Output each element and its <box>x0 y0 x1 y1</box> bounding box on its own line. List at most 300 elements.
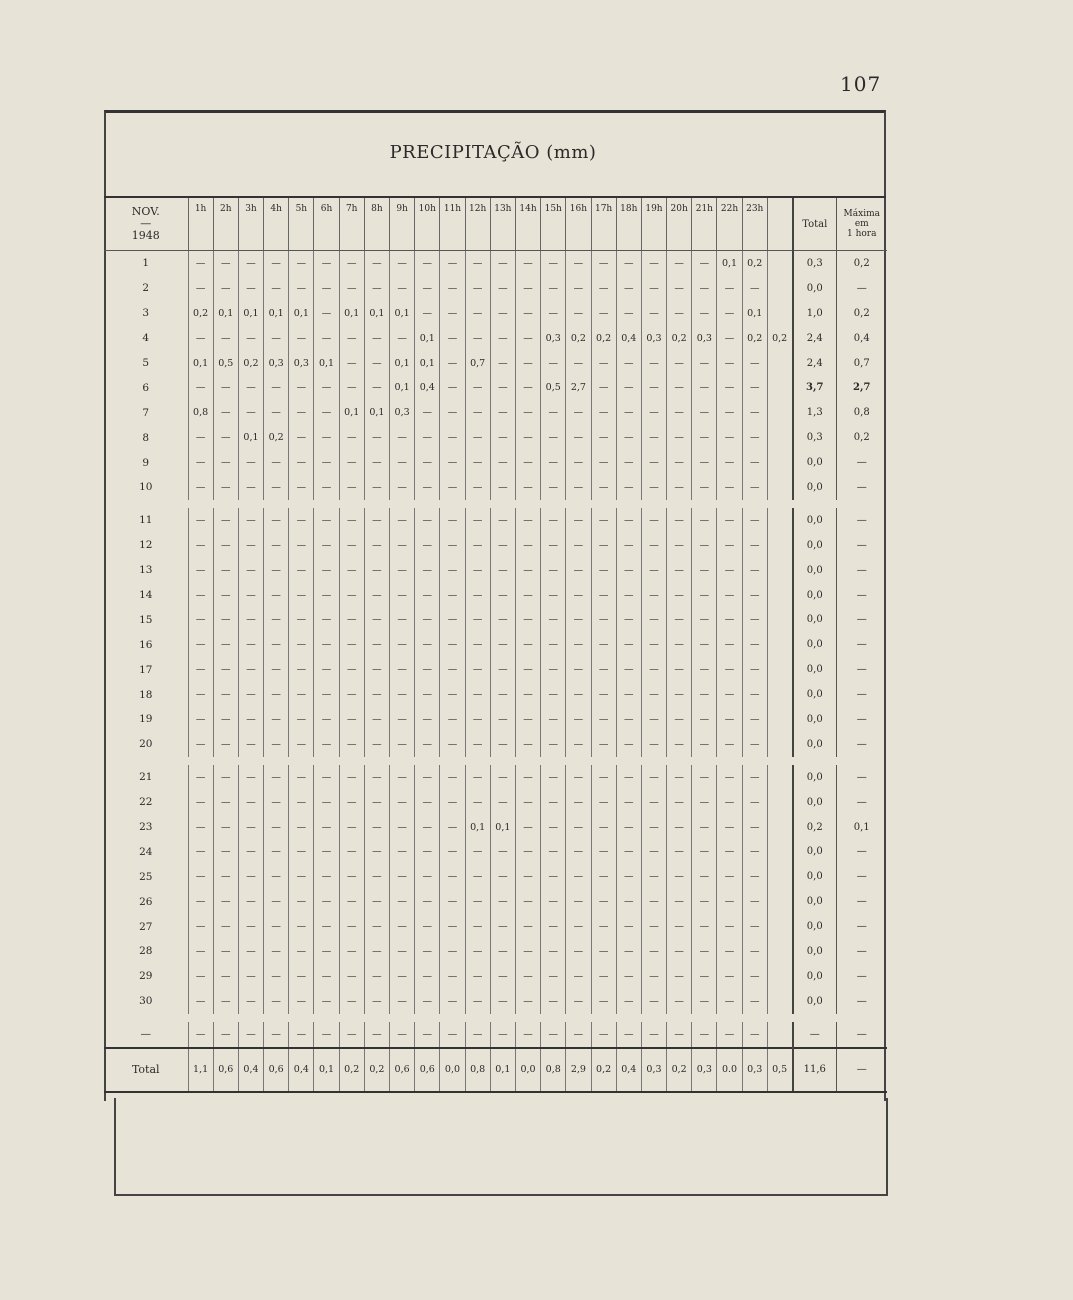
hour-value-cell: — <box>490 251 515 276</box>
hour-value-cell: 0,2 <box>742 251 767 276</box>
hour-value-cell: — <box>742 657 767 682</box>
hour-value-cell: — <box>465 707 490 732</box>
hour-value-cell: — <box>213 375 238 400</box>
hour-value-cell: — <box>364 276 389 301</box>
hour-total-cell: 0,0 <box>440 1048 465 1092</box>
hour-value-cell: — <box>188 583 213 608</box>
hour-value-cell: — <box>566 839 591 864</box>
hour-value-cell: — <box>390 914 415 939</box>
hour-value-cell: — <box>717 864 742 889</box>
hour-value-cell: — <box>591 558 616 583</box>
hour-value-cell: — <box>238 889 263 914</box>
hour-value-cell: — <box>390 964 415 989</box>
hour-value-cell: — <box>289 632 314 657</box>
hour-value-cell: — <box>742 707 767 732</box>
hour-value-cell: — <box>667 964 692 989</box>
hour-value-cell: — <box>188 607 213 632</box>
hour-value-cell: — <box>264 475 289 500</box>
hour-value-cell: — <box>541 682 566 707</box>
hour-value-cell <box>767 351 792 376</box>
hour-value-cell: — <box>390 682 415 707</box>
hour-value-cell: — <box>641 1022 666 1048</box>
hour-value-cell: — <box>667 707 692 732</box>
bottom-frame-box <box>114 1098 888 1196</box>
hour-value-cell: — <box>264 682 289 707</box>
hour-value-cell: — <box>566 607 591 632</box>
hour-value-cell: — <box>238 939 263 964</box>
hour-value-cell: — <box>692 989 717 1014</box>
hour-value-cell: — <box>415 425 440 450</box>
day-cell: — <box>140 1028 151 1041</box>
hour-value-cell: — <box>641 682 666 707</box>
hour-value-cell: — <box>515 815 540 840</box>
day-max-cell: — <box>837 475 887 500</box>
hour-value-cell: — <box>465 558 490 583</box>
hour-value-cell: — <box>742 450 767 475</box>
hour-value-cell: — <box>591 533 616 558</box>
hour-value-cell: — <box>390 839 415 864</box>
hour-value-cell: — <box>616 939 641 964</box>
hour-value-cell: 0,2 <box>238 351 263 376</box>
hour-value-cell: — <box>692 583 717 608</box>
hour-value-cell: — <box>667 583 692 608</box>
hour-value-cell: — <box>238 964 263 989</box>
hour-value-cell: — <box>490 533 515 558</box>
hour-value-cell <box>767 475 792 500</box>
hour-value-cell: 0,2 <box>188 301 213 326</box>
hour-value-cell: — <box>591 475 616 500</box>
day-total-cell: 0,0 <box>793 558 837 583</box>
hour-value-cell: — <box>213 400 238 425</box>
hour-value-cell: — <box>440 1022 465 1048</box>
hour-value-cell: — <box>566 939 591 964</box>
hour-value-cell: — <box>314 732 339 757</box>
hour-value-cell: — <box>667 558 692 583</box>
hour-value-cell: — <box>465 450 490 475</box>
hour-value-cell: — <box>667 839 692 864</box>
day-max-cell: — <box>837 732 887 757</box>
table-row <box>104 815 887 840</box>
hour-header: 13h <box>490 198 515 251</box>
hour-value-cell: — <box>289 939 314 964</box>
hour-value-cell: — <box>541 765 566 790</box>
hour-value-cell: — <box>616 889 641 914</box>
hour-value-cell: — <box>591 864 616 889</box>
hour-value-cell: — <box>213 839 238 864</box>
hour-total-cell: 0,3 <box>742 1048 767 1092</box>
hour-total-cell: 0,5 <box>767 1048 792 1092</box>
hour-value-cell: — <box>238 914 263 939</box>
hour-header: 5h <box>289 198 314 251</box>
hour-value-cell: — <box>616 682 641 707</box>
row-spacer <box>104 500 887 508</box>
hour-value-cell: — <box>692 276 717 301</box>
hour-value-cell: — <box>364 707 389 732</box>
hour-value-cell: — <box>188 790 213 815</box>
hour-value-cell: — <box>289 682 314 707</box>
hour-value-cell: — <box>289 732 314 757</box>
hour-value-cell: — <box>314 276 339 301</box>
hour-value-cell: — <box>541 707 566 732</box>
hour-value-cell: — <box>314 326 339 351</box>
hour-value-cell: — <box>415 732 440 757</box>
hour-value-cell: — <box>692 375 717 400</box>
hour-value-cell: — <box>616 450 641 475</box>
hour-value-cell: — <box>515 765 540 790</box>
hour-value-cell: — <box>415 839 440 864</box>
day-max-cell: — <box>837 558 887 583</box>
hour-value-cell: — <box>667 251 692 276</box>
hour-value-cell: — <box>742 790 767 815</box>
day-max-cell: — <box>837 889 887 914</box>
hour-value-cell: — <box>188 989 213 1014</box>
hour-value-cell: 0,1 <box>213 301 238 326</box>
table-row <box>104 251 887 276</box>
max-header-line: em <box>854 219 869 229</box>
hour-value-cell: — <box>264 607 289 632</box>
hour-value-cell: — <box>339 450 364 475</box>
day-max-cell: 0,2 <box>837 301 887 326</box>
hour-value-cell: — <box>667 790 692 815</box>
hour-total-cell: 0,6 <box>390 1048 415 1092</box>
day-cell: 23 <box>139 821 153 834</box>
hour-value-cell: — <box>641 508 666 533</box>
hour-value-cell: — <box>440 939 465 964</box>
hour-value-cell: — <box>692 707 717 732</box>
hour-value-cell: — <box>314 475 339 500</box>
day-max-cell: — <box>837 583 887 608</box>
hour-value-cell: — <box>465 682 490 707</box>
hour-value-cell: — <box>591 914 616 939</box>
hour-value-cell: — <box>415 989 440 1014</box>
hour-value-cell: — <box>188 657 213 682</box>
day-max-cell: — <box>837 657 887 682</box>
hour-value-cell: — <box>641 839 666 864</box>
hour-value-cell: — <box>238 732 263 757</box>
day-total-cell: — <box>793 1022 837 1048</box>
hour-value-cell: — <box>440 914 465 939</box>
hour-value-cell: — <box>692 607 717 632</box>
hour-value-cell: — <box>213 475 238 500</box>
hour-value-cell: — <box>541 251 566 276</box>
hour-value-cell: — <box>390 989 415 1014</box>
hour-value-cell: — <box>238 583 263 608</box>
hour-value-cell: — <box>213 425 238 450</box>
hour-value-cell: — <box>415 583 440 608</box>
hour-header: 8h <box>364 198 389 251</box>
max-header-line: Máxima <box>843 209 880 219</box>
day-cell: 27 <box>139 920 153 933</box>
hour-value-cell: — <box>692 914 717 939</box>
hour-header: 4h <box>264 198 289 251</box>
hour-value-cell: — <box>289 400 314 425</box>
hour-value-cell: — <box>692 508 717 533</box>
day-max-cell: — <box>837 508 887 533</box>
hour-value-cell: — <box>641 400 666 425</box>
hour-value-cell: — <box>238 864 263 889</box>
hour-value-cell: — <box>641 583 666 608</box>
hour-value-cell: — <box>390 583 415 608</box>
day-max-cell: — <box>837 533 887 558</box>
table-row <box>104 583 887 608</box>
hour-value-cell: — <box>364 864 389 889</box>
hour-value-cell <box>767 1022 792 1048</box>
hour-value-cell: — <box>692 864 717 889</box>
hour-value-cell: — <box>289 1022 314 1048</box>
day-total-cell: 0,0 <box>793 682 837 707</box>
hour-value-cell: — <box>289 276 314 301</box>
hour-value-cell: — <box>264 450 289 475</box>
hour-value-cell: — <box>490 558 515 583</box>
hour-value-cell: — <box>440 765 465 790</box>
hour-value-cell: — <box>667 400 692 425</box>
hour-value-cell: — <box>465 583 490 608</box>
hour-value-cell: — <box>616 989 641 1014</box>
hour-value-cell: — <box>641 864 666 889</box>
hour-value-cell: — <box>339 632 364 657</box>
hour-value-cell <box>767 939 792 964</box>
day-max-cell: 0,4 <box>837 326 887 351</box>
hour-value-cell: — <box>667 682 692 707</box>
hour-value-cell: 0,1 <box>289 301 314 326</box>
hour-value-cell: — <box>339 765 364 790</box>
page-title: PRECIPITAÇÃO (mm) <box>389 142 597 163</box>
spacer-cell <box>104 757 887 765</box>
hour-value-cell <box>767 558 792 583</box>
hour-value-cell: — <box>440 508 465 533</box>
hour-value-cell: — <box>490 839 515 864</box>
hour-value-cell: — <box>213 964 238 989</box>
hour-value-cell: 0,2 <box>667 326 692 351</box>
hour-value-cell: 2,7 <box>566 375 591 400</box>
hour-value-cell: — <box>641 607 666 632</box>
hour-value-cell: 0,1 <box>390 301 415 326</box>
hour-value-cell: — <box>465 251 490 276</box>
hour-value-cell: — <box>515 508 540 533</box>
hour-value-cell: — <box>667 1022 692 1048</box>
hour-value-cell: — <box>667 425 692 450</box>
hour-value-cell: — <box>692 425 717 450</box>
table-row <box>104 475 887 500</box>
day-cell: 18 <box>139 688 153 701</box>
hour-value-cell: — <box>641 558 666 583</box>
hour-value-cell <box>767 914 792 939</box>
hour-header: 19h <box>641 198 666 251</box>
hour-header: 23h <box>742 198 767 251</box>
hour-value-cell: — <box>390 939 415 964</box>
hour-value-cell: — <box>238 475 263 500</box>
hour-value-cell: — <box>566 583 591 608</box>
hour-value-cell: — <box>591 450 616 475</box>
day-max-cell: 0,2 <box>837 425 887 450</box>
hour-value-cell: — <box>541 450 566 475</box>
hour-value-cell: — <box>440 533 465 558</box>
hour-value-cell: 0,1 <box>415 326 440 351</box>
hour-value-cell: — <box>314 533 339 558</box>
hour-header <box>767 198 792 251</box>
hour-value-cell: — <box>742 276 767 301</box>
hour-value-cell: — <box>490 425 515 450</box>
hour-value-cell: — <box>364 889 389 914</box>
hour-value-cell: — <box>238 251 263 276</box>
hour-total-cell: 0,2 <box>339 1048 364 1092</box>
hour-value-cell: — <box>616 657 641 682</box>
hour-value-cell: — <box>465 475 490 500</box>
hour-header: 20h <box>667 198 692 251</box>
hour-value-cell: — <box>692 790 717 815</box>
hour-value-cell: — <box>264 790 289 815</box>
hour-value-cell: — <box>566 251 591 276</box>
hour-value-cell: — <box>641 632 666 657</box>
hour-value-cell: — <box>440 707 465 732</box>
hour-value-cell: — <box>188 632 213 657</box>
day-cell: 26 <box>139 895 153 908</box>
hour-value-cell: — <box>289 583 314 608</box>
hour-value-cell: — <box>692 889 717 914</box>
hour-value-cell: — <box>364 682 389 707</box>
hour-value-cell: — <box>515 251 540 276</box>
hour-value-cell: 0,5 <box>541 375 566 400</box>
hour-value-cell: — <box>541 989 566 1014</box>
day-max-cell: — <box>837 276 887 301</box>
hour-value-cell: — <box>238 989 263 1014</box>
hour-value-cell: — <box>440 326 465 351</box>
hour-value-cell: 0,3 <box>541 326 566 351</box>
hour-value-cell: — <box>289 839 314 864</box>
hour-value-cell: — <box>692 682 717 707</box>
hour-value-cell: 0,1 <box>188 351 213 376</box>
hour-value-cell: — <box>515 657 540 682</box>
hour-value-cell: — <box>667 607 692 632</box>
hour-value-cell: — <box>490 276 515 301</box>
hour-value-cell <box>767 583 792 608</box>
hour-value-cell: — <box>339 558 364 583</box>
hour-value-cell: — <box>692 815 717 840</box>
year-label: 1948 <box>131 229 160 242</box>
hour-value-cell: — <box>465 276 490 301</box>
hour-value-cell: — <box>238 1022 263 1048</box>
table-row <box>104 682 887 707</box>
day-total-cell: 0,0 <box>793 765 837 790</box>
hour-value-cell: — <box>364 450 389 475</box>
hour-value-cell: 0,2 <box>767 326 792 351</box>
day-total-cell: 0,2 <box>793 815 837 840</box>
hour-total-cell: 0,3 <box>641 1048 666 1092</box>
hour-value-cell: — <box>415 864 440 889</box>
hour-value-cell: — <box>717 889 742 914</box>
hour-value-cell: — <box>490 326 515 351</box>
hour-value-cell: — <box>314 765 339 790</box>
hour-value-cell: — <box>465 964 490 989</box>
hour-header: 9h <box>390 198 415 251</box>
hour-value-cell: — <box>364 964 389 989</box>
hour-value-cell: — <box>440 351 465 376</box>
hour-value-cell: — <box>717 815 742 840</box>
hour-value-cell: — <box>591 682 616 707</box>
table-row <box>104 989 887 1014</box>
hour-value-cell: — <box>616 607 641 632</box>
hour-total-cell: 0,4 <box>238 1048 263 1092</box>
day-cell: 24 <box>139 845 153 858</box>
hour-value-cell: 0,1 <box>490 815 515 840</box>
hour-value-cell: — <box>188 864 213 889</box>
hour-value-cell: — <box>667 939 692 964</box>
hour-value-cell: — <box>742 400 767 425</box>
hour-value-cell: — <box>314 707 339 732</box>
day-cell: 7 <box>142 406 150 419</box>
hour-value-cell: — <box>616 508 641 533</box>
hour-value-cell: — <box>616 351 641 376</box>
hour-value-cell: — <box>641 375 666 400</box>
hour-header: 7h <box>339 198 364 251</box>
day-max-cell: — <box>837 1022 887 1048</box>
hour-value-cell: — <box>390 533 415 558</box>
hour-value-cell: — <box>264 508 289 533</box>
day-cell: 30 <box>139 995 153 1008</box>
hour-value-cell: — <box>339 682 364 707</box>
hour-value-cell: — <box>541 964 566 989</box>
hour-value-cell: — <box>515 914 540 939</box>
hour-value-cell: — <box>289 864 314 889</box>
hour-value-cell: — <box>390 558 415 583</box>
hour-value-cell: — <box>465 790 490 815</box>
hour-value-cell: — <box>390 607 415 632</box>
hour-value-cell: — <box>314 301 339 326</box>
hour-value-cell: — <box>364 914 389 939</box>
hour-value-cell: — <box>188 251 213 276</box>
hour-value-cell: — <box>641 765 666 790</box>
hour-value-cell: 0,1 <box>415 351 440 376</box>
hour-value-cell: — <box>339 732 364 757</box>
table-row <box>104 450 887 475</box>
hour-value-cell: — <box>213 657 238 682</box>
hour-value-cell: — <box>465 508 490 533</box>
day-cell: 11 <box>139 514 153 527</box>
hour-value-cell: — <box>541 508 566 533</box>
hour-value-cell: — <box>515 425 540 450</box>
hour-value-cell: — <box>541 425 566 450</box>
hour-value-cell: — <box>465 632 490 657</box>
hour-value-cell: — <box>390 326 415 351</box>
hour-value-cell: — <box>440 450 465 475</box>
hour-value-cell: — <box>314 657 339 682</box>
hour-value-cell: 0,2 <box>566 326 591 351</box>
hour-value-cell: — <box>264 914 289 939</box>
hour-value-cell: — <box>440 301 465 326</box>
hour-value-cell: — <box>515 326 540 351</box>
hour-value-cell: — <box>591 839 616 864</box>
hour-value-cell: — <box>364 790 389 815</box>
hour-value-cell: — <box>238 790 263 815</box>
hour-value-cell: — <box>616 839 641 864</box>
hour-value-cell: — <box>692 732 717 757</box>
day-total-cell: 0,0 <box>793 508 837 533</box>
hour-value-cell: — <box>541 839 566 864</box>
hour-value-cell: — <box>717 765 742 790</box>
day-max-cell: — <box>837 914 887 939</box>
day-max-cell: — <box>837 682 887 707</box>
hour-value-cell: — <box>717 632 742 657</box>
day-cell: 28 <box>139 945 153 958</box>
day-total-cell: 1,0 <box>793 301 837 326</box>
hour-value-cell: — <box>264 657 289 682</box>
table-row <box>104 351 887 376</box>
hour-value-cell: — <box>717 475 742 500</box>
grand-total-cell: 11,6 <box>793 1048 837 1092</box>
hour-value-cell: — <box>415 301 440 326</box>
hour-value-cell: — <box>515 351 540 376</box>
hour-value-cell: — <box>717 400 742 425</box>
